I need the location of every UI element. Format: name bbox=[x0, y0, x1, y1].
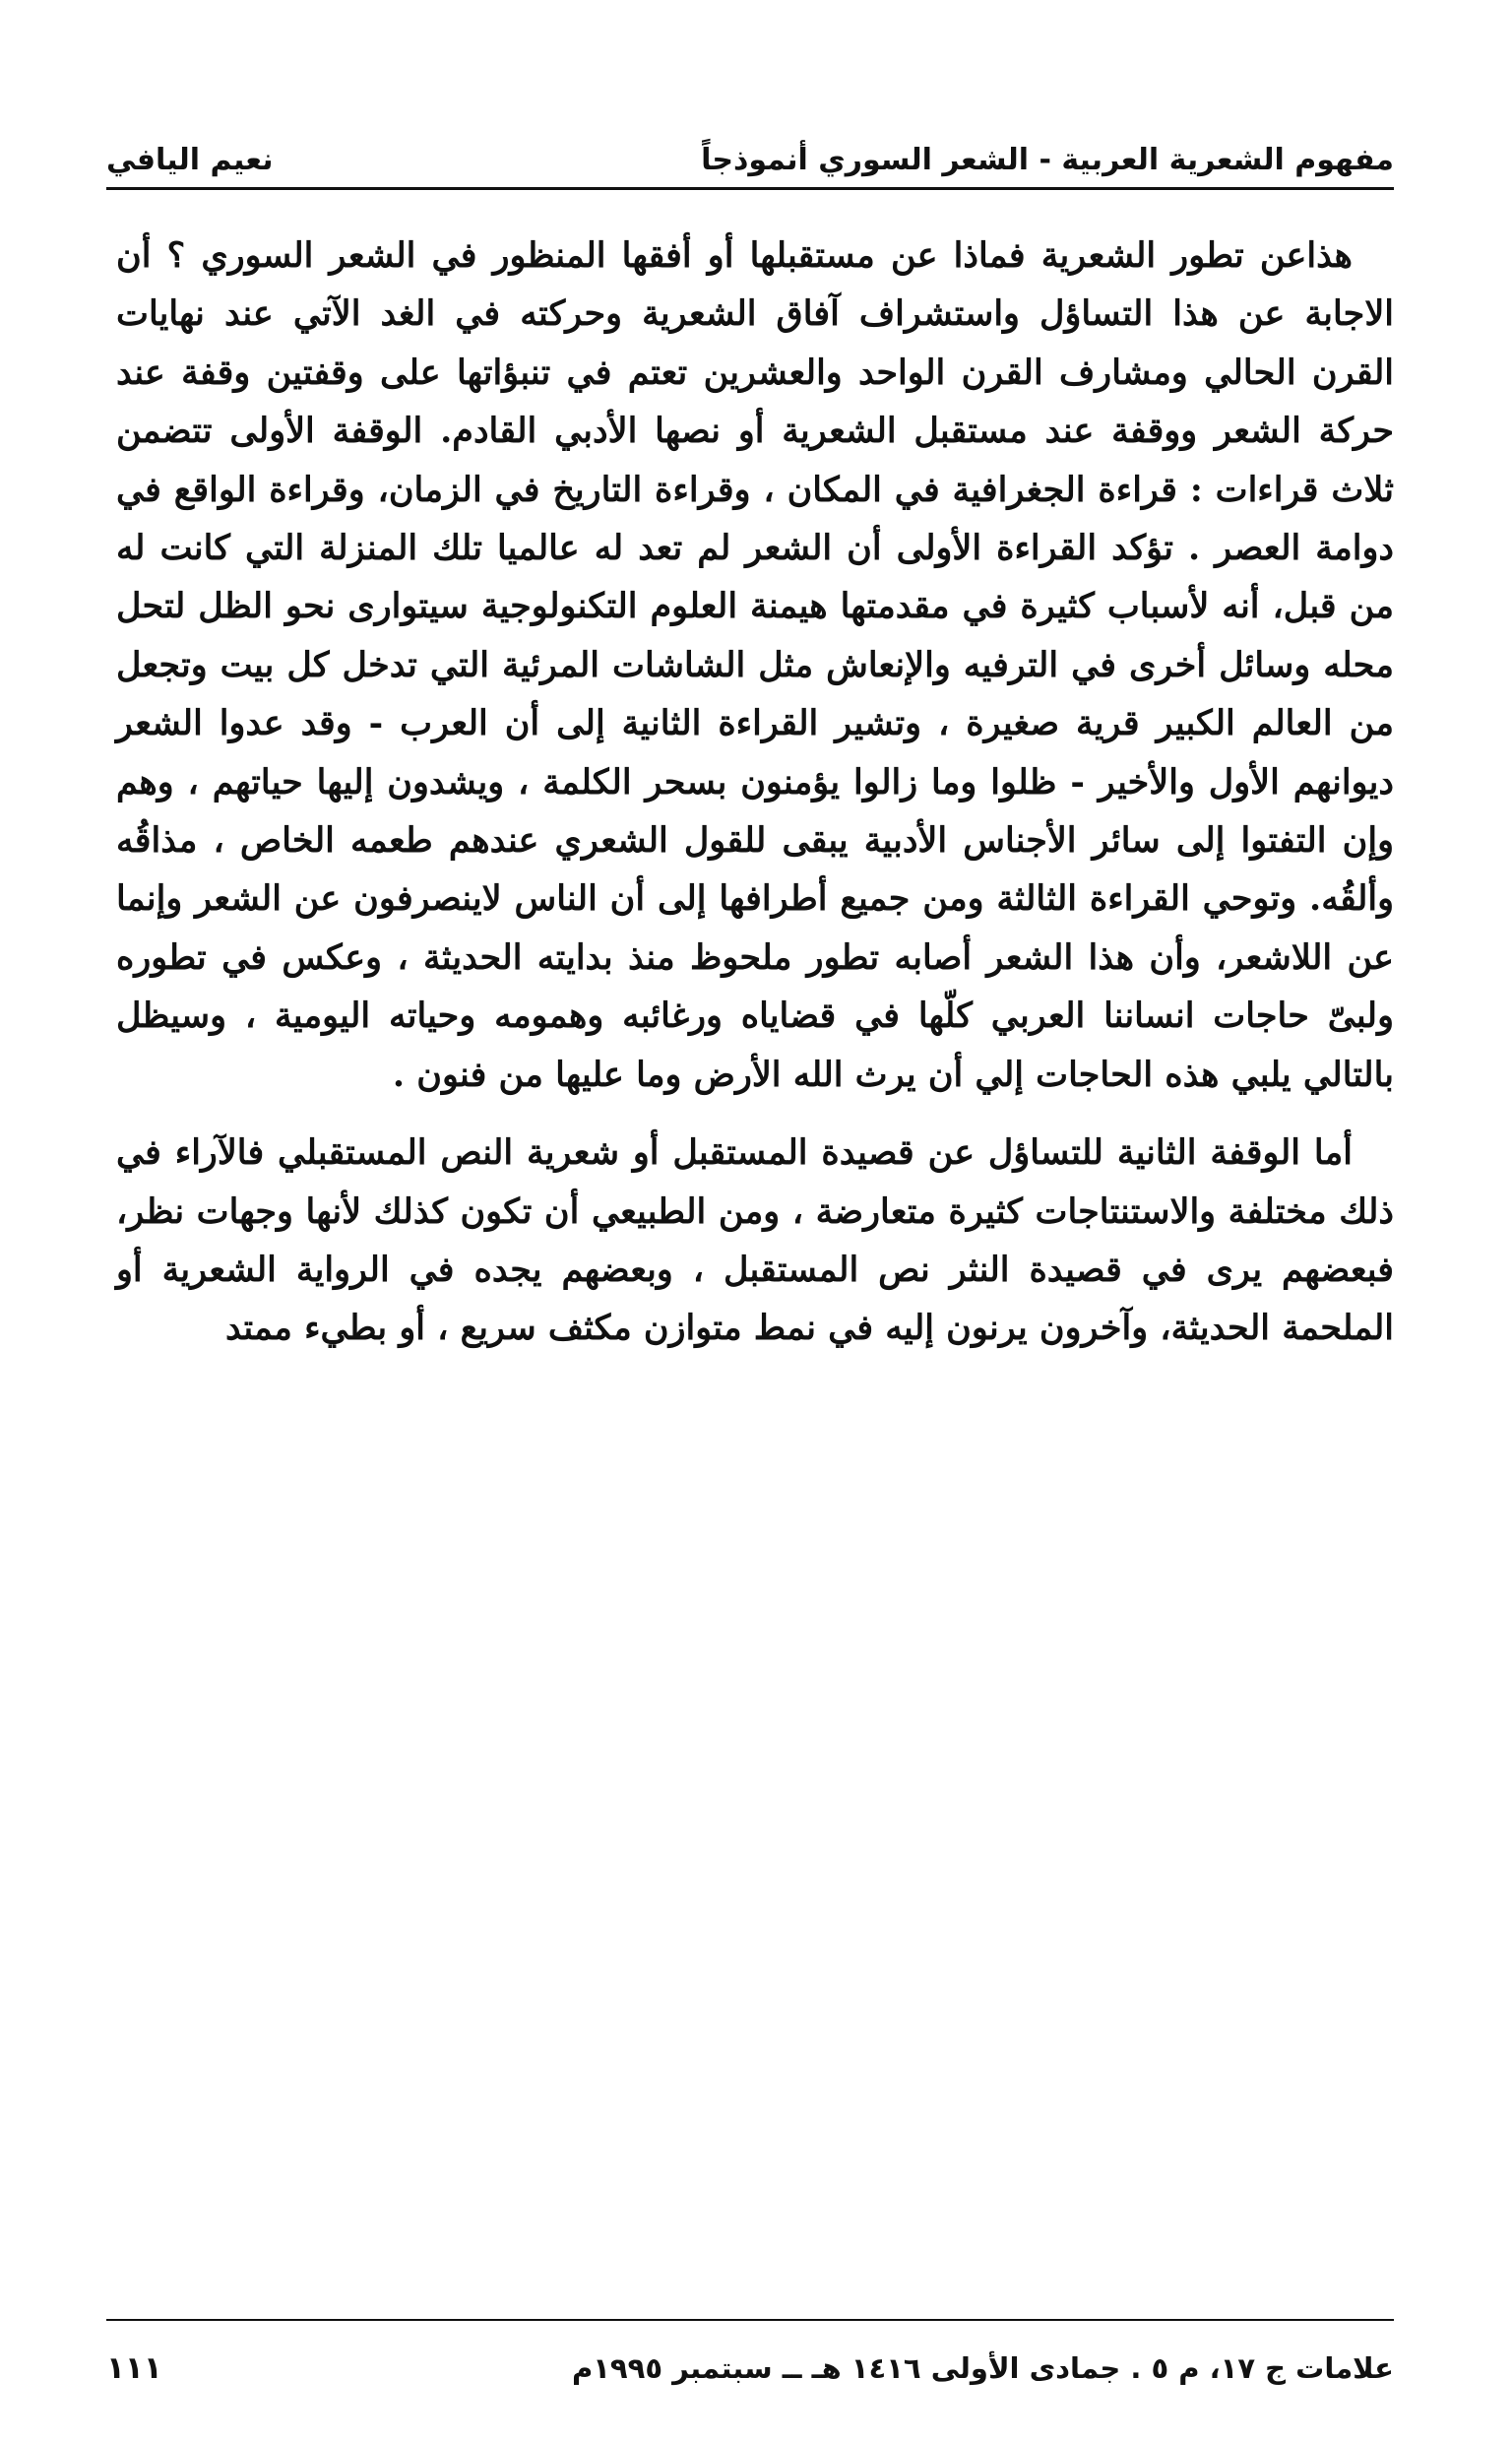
article-body bbox=[116, 226, 1394, 1358]
page-footer bbox=[106, 2344, 1394, 2393]
page-header bbox=[106, 118, 1394, 177]
journal-info: علامات ج ١٧، م ٥ . جمادى الأولى ١٤١٦ هـ ــ سبتمبر ١٩٩٥م bbox=[571, 2351, 1394, 2385]
paragraph-1: هذاعن تطور الشعرية فماذا عن مستقبلها أو أفقها المنظور في الشعر السوري ؟ أن الاجابة عن هذا التساؤل واستشراف آفاق الشعرية وحركته في الغد الآتي عند نهايات القرن الحالي ومشارف القرن الواحد والعشرين تعتم في تنبؤاتها على وقفتين وقفة عند حركة الشعر ووقفة عند مستقبل الشعرية أو نصها الأدبي القادم. الوقفة الأولى تتضمن ثلاث قراءات : قراءة الجغرافية في المكان ، وقراءة التاريخ في الزمان، وقراءة الواقع في دوامة العصر . تؤكد القراءة الأولى أن الشعر لم تعد له عالميا تلك المنزلة التي كانت له من قبل، أنه لأسباب كثيرة في مقدمتها هيمنة العلوم التكنولوجية سيتوارى نحو الظل لتحل محله وسائل أخرى في الترفيه والإنعاش مثل الشاشات المرئية التي تدخل كل بيت وتجعل من العالم الكبير قرية صغيرة ، وتشير القراءة الثانية إلى أن العرب - وقد عدوا الشعر ديوانهم الأول والأخير - ظلوا وما زالوا يؤمنون بسحر الكلمة ، ويشدون إليها حياتهم ، وهم وإن التفتوا إلى سائر الأجناس الأدبية يبقى للقول الشعري عندهم طعمه الخاص ، مذاقُه وألقُه. وتوحي القراءة الثالثة ومن جميع أطرافها إلى أن الناس لاينصرفون عن الشعر وإنما عن اللاشعر، وأن هذا الشعر أصابه تطور ملحوظ منذ بدايته الحديثة ، وعكس في تطوره ولبىّ حاجات انساننا العربي كلّها في قضاياه ورغائبه وهمومه وحياته اليومية ، وسيظل بالتالي يلبي هذه الحاجات إلي أن يرث الله الأرض وما عليها من فنون . bbox=[116, 235, 1394, 1095]
author-name: نعيم اليافي bbox=[106, 143, 274, 177]
header-rule bbox=[106, 187, 1394, 190]
page-number: ١١١ bbox=[106, 2350, 162, 2386]
footer-rule bbox=[106, 2319, 1394, 2321]
paragraph-2: أما الوقفة الثانية للتساؤل عن قصيدة المستقبل أو شعرية النص المستقبلي فالآراء في ذلك مختلفة والاستنتاجات كثيرة متعارضة ، ومن الطبيعي أن تكون كذلك لأنها وجهات نظر، فبعضهم يرى في قصيدة النثر نص المستقبل ، وبعضهم يجده في الرواية الشعرية أو الملحمة الحديثة، وآخرون يرنون إليه في نمط متوازن مكثف سريع ، أو بطيء ممتد bbox=[116, 1132, 1394, 1349]
paragraph-spacer bbox=[116, 1104, 1394, 1124]
running-title: مفهوم الشعرية العربية - الشعر السوري أنموذجاً bbox=[701, 143, 1394, 177]
